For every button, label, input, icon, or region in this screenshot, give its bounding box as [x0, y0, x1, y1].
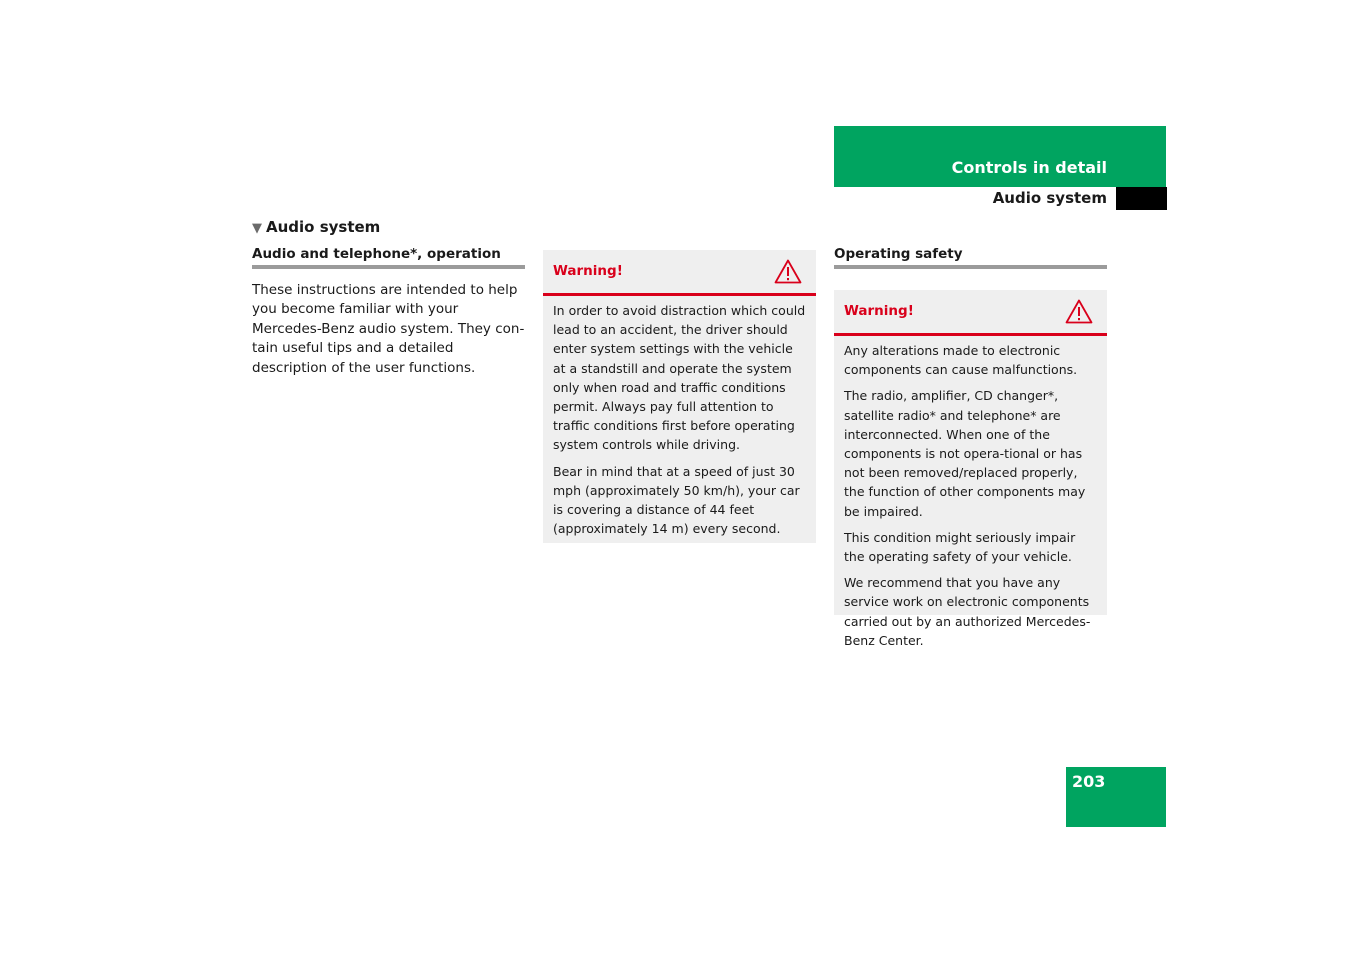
warning-paragraph: Any alterations made to electronic components can cause malfunctions. [844, 343, 1078, 378]
warning-header [543, 250, 816, 296]
page-number: 203 [1072, 772, 1106, 791]
subsection-title-operating-safety: Operating safety [834, 246, 1107, 269]
chapter-subtitle: Audio system [992, 189, 1107, 207]
intro-paragraph: These instructions are intended to help you become familiar with your Mercedes-Benz audio system. They con-tain useful tips and a detailed description of the user functions. [252, 282, 525, 376]
triangle-marker-icon: ▼ [252, 221, 262, 236]
thumb-index-marker [1116, 187, 1167, 210]
warning-paragraph: We recommend that you have any service work on electronic components carried out by an authorized Mercedes-Benz Center. [844, 575, 1091, 648]
section-heading-text: Audio system [266, 218, 381, 236]
warning-box-electronics [834, 290, 1107, 648]
warning-paragraph: This condition might seriously impair the operating safety of your vehicle. [844, 529, 1076, 565]
warning-label: Warning! [553, 263, 623, 279]
chapter-title: Controls in detail [951, 158, 1107, 177]
header-tab [834, 126, 1166, 187]
warning-paragraph: In order to avoid distraction which could lead to an accident, the driver should enter system settings with the vehicle at a standstill and operate the system only when road and traffic conditions permit. Always pay full attention to traffic conditions first before operating system controls while driving. [553, 303, 806, 453]
warning-label: Warning! [844, 303, 914, 319]
warning-body [834, 336, 1107, 656]
warning-triangle-icon [1065, 299, 1093, 324]
section-heading [252, 218, 380, 236]
warning-paragraph: Bear in mind that at a speed of just 30 mph (approximately 50 km/h), your car is covering a distance of 44 feet (approximately 14 m) every second. [553, 463, 800, 537]
warning-header [834, 290, 1107, 336]
warning-box-distraction [543, 250, 816, 543]
subsection-title-operation: Audio and telephone*, operation [252, 246, 525, 269]
warning-triangle-icon [774, 259, 802, 284]
warning-paragraph: The radio, amplifier, CD changer*, satellite radio* and telephone* are interconnected. When one of the components is not opera-tional or has not been removed/replaced properly, the function of other components may be impaired. [844, 388, 1086, 519]
warning-body [543, 296, 816, 544]
